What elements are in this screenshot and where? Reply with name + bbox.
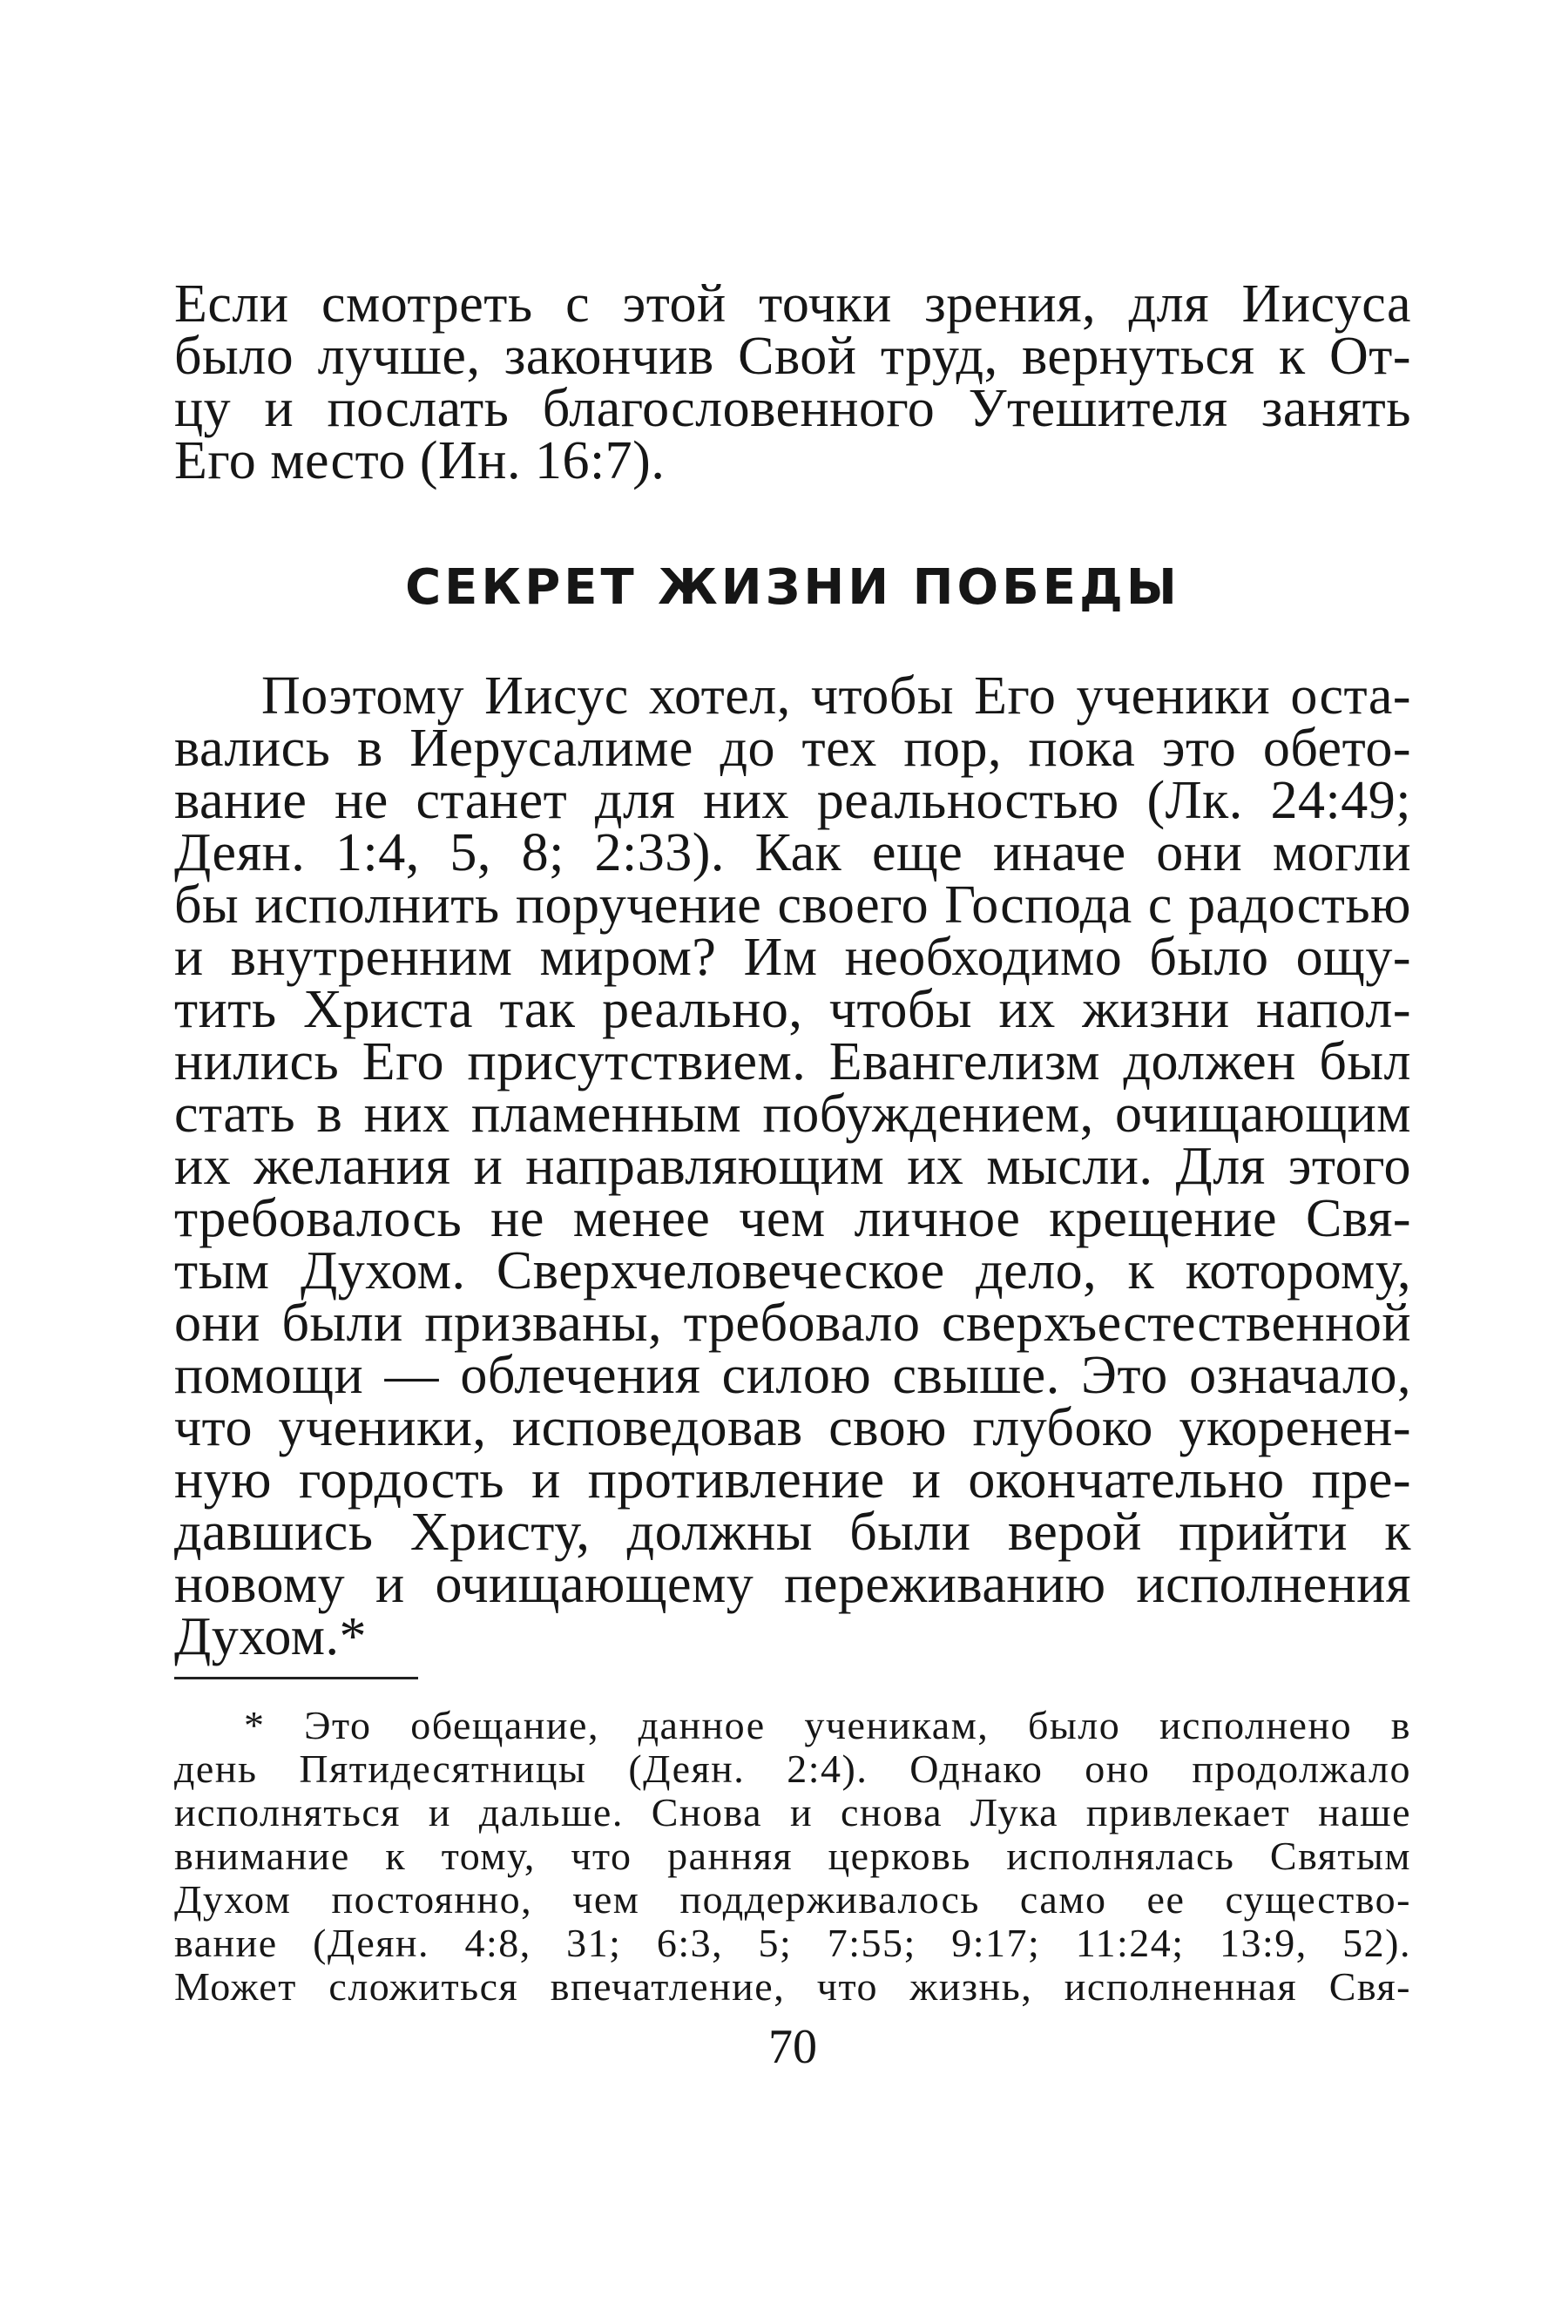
body-line: давшись Христу, должны были верой прийти к: [174, 1503, 1411, 1562]
body-line: стать в них пламенным побуждением, очищающим: [174, 1084, 1411, 1144]
intro-line: было лучше, закончив Свой труд, вернуться к От-: [174, 327, 1411, 386]
intro-line: Если смотреть с этой точки зрения, для Иисуса: [174, 274, 1411, 334]
footnote-divider: [174, 1677, 418, 1679]
body-line: что ученики, исповедовав свою глубоко укоренен-: [174, 1398, 1411, 1457]
body-line: помощи — облечения силою свыше. Это означало,: [174, 1346, 1411, 1405]
body-line: Деян. 1:4, 5, 8; 2:33). Как еще иначе они могли: [174, 823, 1411, 882]
page-number: 70: [768, 2020, 817, 2074]
section-heading: СЕКРЕТ ЖИЗНИ ПОБЕДЫ: [405, 559, 1180, 616]
footnote-line: Может сложиться впечатление, что жизнь, исполненная Свя-: [174, 1964, 1411, 2009]
body-line: их желания и направляющим их мысли. Для этого: [174, 1137, 1411, 1196]
body-line: новому и очищающему переживанию исполнения: [174, 1555, 1411, 1614]
body-line: вание не станет для них реальностью (Лк. 24:49;: [174, 771, 1411, 830]
body-line: бы исполнить поручение своего Господа с радостью: [174, 875, 1411, 935]
body-line: Духом.*: [174, 1607, 367, 1666]
footnote-line: внимание к тому, что ранняя церковь исполнялась Святым: [174, 1834, 1411, 1878]
body-line: нились Его присутствием. Евангелизм должен был: [174, 1032, 1411, 1091]
body-line: тым Духом. Сверхчеловеческое дело, к которому,: [174, 1241, 1411, 1300]
body-line: и внутренним миром? Им необходимо было ощу-: [174, 928, 1411, 987]
footnote-line: исполняться и дальше. Снова и снова Лука привлекает наше: [174, 1790, 1411, 1834]
footnote-line: день Пятидесятницы (Деян. 2:4). Однако оно продолжало: [174, 1746, 1411, 1791]
intro-line: Его место (Ин. 16:7).: [174, 431, 666, 490]
body-line: ную гордость и противление и окончательно пре-: [174, 1450, 1411, 1510]
footnote-line: Духом постоянно, чем поддерживалось само ее существо-: [174, 1877, 1411, 1922]
footnote-line: вание (Деян. 4:8, 31; 6:3, 5; 7:55; 9:17; 11:24; 13:9, 52).: [174, 1921, 1411, 1965]
body-line: Поэтому Иисус хотел, чтобы Его ученики оста-: [261, 666, 1411, 726]
intro-line: цу и послать благословенного Утешителя занять: [174, 379, 1411, 438]
body-line: они были призваны, требовало сверхъестественной: [174, 1294, 1411, 1353]
footnote-line: * Это обещание, данное ученикам, было исполнено в: [244, 1703, 1411, 1747]
body-line: вались в Иерусалиме до тех пор, пока это обето-: [174, 719, 1411, 778]
body-line: требовалось не менее чем личное крещение Свя-: [174, 1189, 1411, 1248]
body-line: тить Христа так реально, чтобы их жизни напол-: [174, 980, 1411, 1039]
